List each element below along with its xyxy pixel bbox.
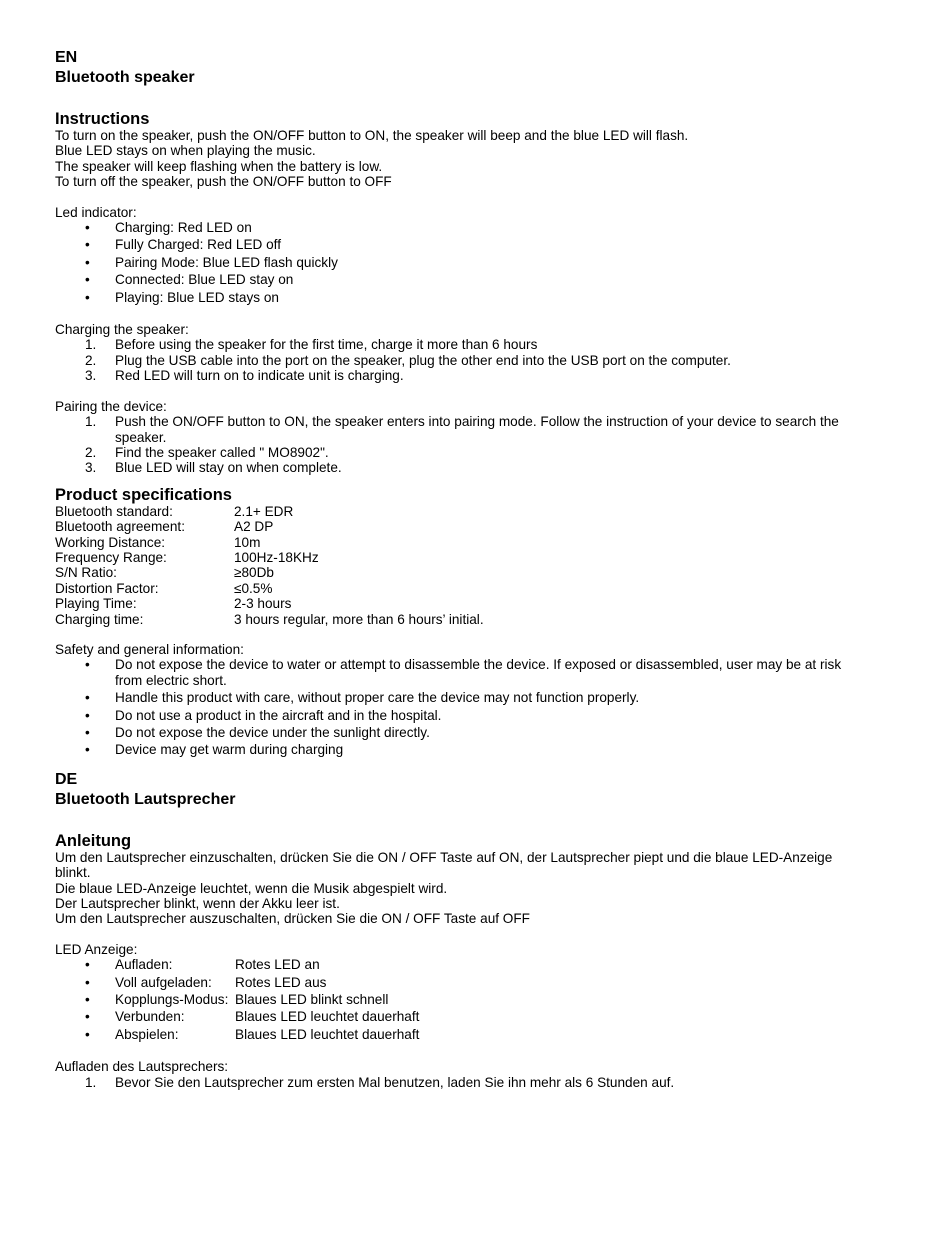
en-safety-list (55, 657, 845, 757)
list-item (55, 337, 845, 352)
en-instruction-line: To turn off the speaker, push the ON/OFF button to OFF (55, 174, 392, 190)
en-instruction-line: To turn on the speaker, push the ON/OFF button to ON, the speaker will beep and the blue LED will flash. (55, 128, 689, 143)
spec-label: Bluetooth standard: (55, 503, 173, 519)
list-item: • Device may get warm during charging (55, 742, 845, 757)
list-text: Find the speaker called " MO8902". (115, 444, 329, 460)
document-page (55, 48, 845, 1090)
de-led-list (55, 957, 845, 1042)
spec-label: Playing Time: (55, 596, 137, 612)
list-item (55, 1009, 845, 1024)
list-text: Red LED will turn on to indicate unit is charging. (115, 368, 404, 384)
list-item (55, 353, 845, 368)
list-item (55, 445, 845, 460)
spec-value: 100Hz-18KHz (234, 549, 319, 565)
spec-label: S/N Ratio: (55, 565, 117, 581)
en-charging-list (55, 337, 845, 383)
list-text: Plug the USB cable into the port on the speaker, plug the other end into the USB port on the computer. (115, 352, 731, 368)
spec-row (55, 550, 845, 565)
led-label: • Aufladen: (115, 957, 173, 973)
en-safety-heading: Safety and general information: (55, 641, 244, 657)
spec-label: Working Distance: (55, 534, 166, 550)
led-value: Blaues LED blinkt schnell (235, 992, 389, 1008)
led-label: • Abspielen: (115, 1026, 179, 1042)
list-item (55, 368, 845, 383)
list-item: • Handle this product with care, without proper care the device may not function properly. (55, 690, 845, 705)
led-value: Blaues LED leuchtet dauerhaft (235, 1009, 420, 1025)
en-led-list (55, 220, 845, 305)
en-instructions (55, 128, 845, 190)
list-item: • Connected: Blue LED stay on (55, 272, 845, 287)
en-instruction-line: The speaker will keep flashing when the battery is low. (55, 158, 383, 174)
led-value: Rotes LED an (235, 957, 320, 973)
de-instructions (55, 850, 845, 927)
de-title: Bluetooth Lautsprecher (55, 790, 236, 808)
spec-row (55, 535, 845, 550)
de-instruction-line: Die blaue LED-Anzeige leuchtet, wenn die Musik abgespielt wird. (55, 880, 448, 896)
list-number: 2. (85, 444, 97, 460)
spec-row (55, 565, 845, 580)
list-text: Bevor Sie den Lautsprecher zum ersten Mal benutzen, laden Sie ihn mehr als 6 Stunden auf. (115, 1074, 675, 1090)
list-item (55, 1027, 845, 1042)
list-item (55, 460, 845, 475)
de-instruction-line: Der Lautsprecher blinkt, wenn der Akku leer ist. (55, 896, 340, 912)
de-language-heading: DE (55, 770, 78, 788)
list-item (55, 992, 845, 1007)
spec-row (55, 596, 845, 611)
spec-row (55, 612, 845, 627)
spec-label: Distortion Factor: (55, 580, 159, 596)
list-item (55, 1075, 845, 1090)
spec-label: Bluetooth agreement: (55, 519, 185, 535)
spec-value: A2 DP (234, 519, 274, 535)
de-led-heading: LED Anzeige: (55, 941, 138, 957)
de-charging-heading: Aufladen des Lautsprechers: (55, 1059, 229, 1075)
en-specs-heading: Product specifications (55, 485, 232, 504)
en-pairing-list (55, 414, 845, 476)
list-item: • Pairing Mode: Blue LED flash quickly (55, 255, 845, 270)
list-number: 3. (85, 460, 97, 476)
spec-value: 3 hours regular, more than 6 hours’ initial. (234, 611, 484, 627)
de-instructions-heading: Anleitung (55, 831, 132, 850)
list-text: Before using the speaker for the first time, charge it more than 6 hours (115, 337, 538, 353)
en-led-heading: Led indicator: (55, 204, 137, 220)
list-item: • Do not use a product in the aircraft and in the hospital. (55, 708, 845, 723)
de-charging-list (55, 1075, 845, 1090)
led-label: • Verbunden: (115, 1009, 185, 1025)
en-charging-heading: Charging the speaker: (55, 322, 189, 338)
en-instruction-line: Blue LED stays on when playing the music. (55, 143, 316, 159)
en-title: Bluetooth speaker (55, 69, 195, 86)
led-label: • Kopplungs-Modus: (115, 992, 229, 1008)
en-specs-table (55, 504, 845, 627)
spec-value: ≤0.5% (234, 580, 273, 596)
spec-row (55, 504, 845, 519)
list-number: 1. (85, 337, 97, 353)
spec-value: 10m (234, 534, 261, 550)
list-item (55, 975, 845, 990)
en-pairing-heading: Pairing the device: (55, 398, 167, 414)
list-text: Blue LED will stay on when complete. (115, 460, 342, 476)
list-text: Push the ON/OFF button to ON, the speaker enters into pairing mode. Follow the instruction of your device to search the speaker. (115, 414, 839, 445)
list-item: • Playing: Blue LED stays on (55, 290, 845, 305)
list-item: • Do not expose the device under the sunlight directly. (55, 725, 845, 740)
led-value: Rotes LED aus (235, 974, 327, 990)
en-instructions-heading: Instructions (55, 110, 150, 128)
list-number: 1. (85, 414, 97, 430)
spec-value: ≥80Db (234, 565, 274, 581)
spec-row (55, 581, 845, 596)
list-item (55, 957, 845, 972)
spec-label: Charging time: (55, 611, 144, 627)
spec-row (55, 519, 845, 534)
de-instruction-line: Um den Lautsprecher einzuschalten, drücken Sie die ON / OFF Taste auf ON, der Lautsprecher piept und die blaue LED-Anzeige blinkt. (55, 849, 833, 881)
list-item: • Charging: Red LED on (55, 220, 845, 235)
list-item (55, 414, 845, 445)
de-instruction-line: Um den Lautsprecher auszuschalten, drücken Sie die ON / OFF Taste auf OFF (55, 911, 530, 927)
spec-value: 2.1+ EDR (234, 503, 294, 519)
list-number: 2. (85, 352, 97, 368)
list-number: 1. (85, 1074, 97, 1090)
list-item: • Fully Charged: Red LED off (55, 237, 845, 252)
led-value: Blaues LED leuchtet dauerhaft (235, 1026, 420, 1042)
en-language-heading: EN (55, 49, 78, 66)
list-number: 3. (85, 368, 97, 384)
spec-value: 2-3 hours (234, 596, 292, 612)
led-label: • Voll aufgeladen: (115, 974, 212, 990)
spec-label: Frequency Range: (55, 549, 167, 565)
list-item: • Do not expose the device to water or attempt to disassemble the device. If exposed or disassembled, user may be at risk from electric short. (55, 657, 845, 688)
